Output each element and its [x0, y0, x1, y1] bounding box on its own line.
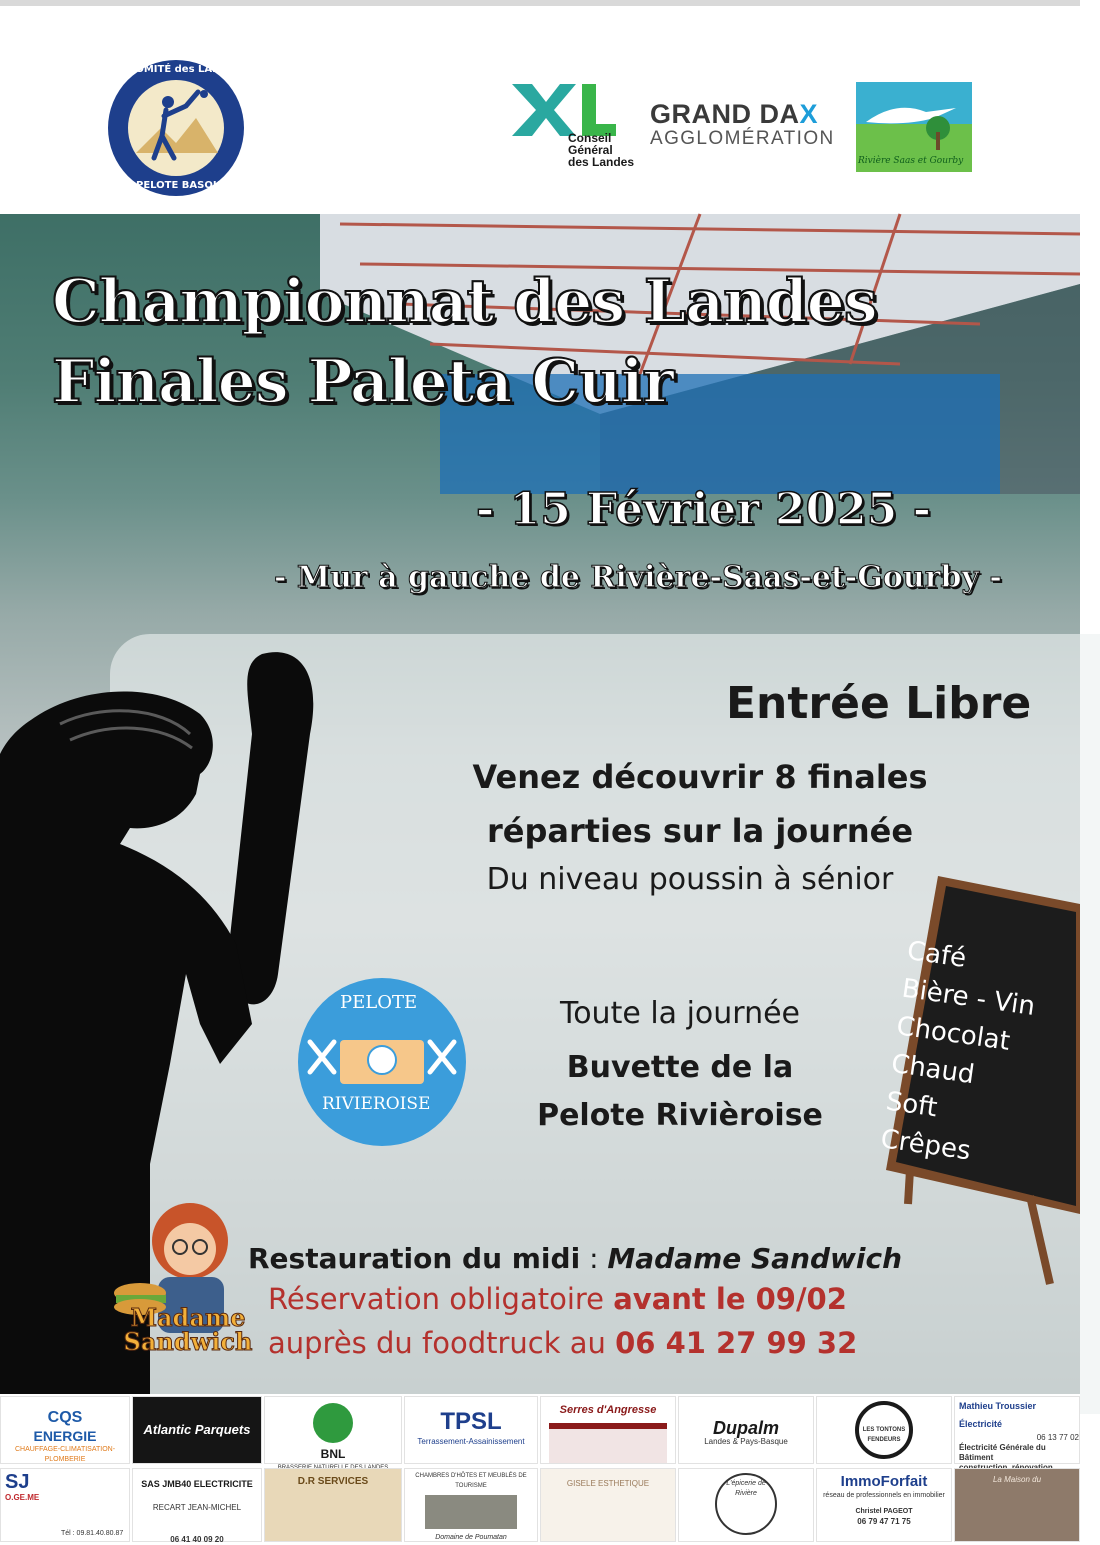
event-venue: - Mur à gauche de Rivière-Saas-et-Gourby - [274, 560, 1002, 595]
comite-landes-logo-icon [106, 58, 246, 198]
sponsor-serres: Serres d'Angresse [540, 1396, 676, 1464]
event-date: - 15 Février 2025 - [476, 484, 931, 535]
sponsors-band [0, 1394, 1080, 1544]
board-item: Crêpes [878, 1124, 973, 1167]
sponsor-poumatan: CHAMBRES D'HÔTES ET MEUBLÉS DE TOURISME Domaine de Poumatan [404, 1468, 538, 1542]
grand-dax-logo [650, 100, 850, 150]
sponsor-cqs: CQS ENERGIE CHAUFFAGE-CLIMATISATION-PLOMBERIE [0, 1396, 130, 1464]
title-line-2: Finales Paleta Cuir [52, 347, 674, 417]
sponsor-immoforfait: ImmoForfait réseau de professionnels en immobilier Christel PAGEOT 06 79 47 71 75 [816, 1468, 952, 1542]
madame-sandwich-mascot-icon [110, 1189, 260, 1389]
sponsor-tpsl: TPSL Terrassement-Assainissement [404, 1396, 538, 1464]
foodtruck-phone-line: auprès du foodtruck au 06 41 27 99 32 [268, 1326, 858, 1360]
pelote-logo-top: PELOTE [340, 992, 418, 1013]
sponsor-dr-services: D.R SERVICES [264, 1468, 402, 1542]
pelote-logo-bottom: RIVIEROISE [322, 1094, 431, 1114]
xl-subtitle: Conseil Général des Landes [568, 131, 635, 169]
buvette-line-1: Buvette de la [566, 1050, 794, 1085]
header-band [0, 0, 1080, 214]
xl-mark-icon [510, 82, 620, 138]
sponsor-tontons: LES TONTONS FENDEURS [816, 1396, 952, 1464]
sponsor-dupalm: Dupalm Landes & Pays-Basque [678, 1396, 814, 1464]
sponsor-sj: SJ O.GE.ME Tél : 09.81.40.80.87 [0, 1468, 130, 1542]
sponsor-gisele: GISELE ESTHETIQUE [540, 1468, 676, 1542]
sponsor-row-1 [0, 1394, 1080, 1466]
riviere-caption: Rivière Saas et Gourby [858, 156, 964, 166]
sponsor-atlantic: Atlantic Parquets [132, 1396, 262, 1464]
hero-section [0, 214, 1080, 1394]
sponsor-jmb40: SAS JMB40 ELECTRICITE RECART JEAN-MICHEL 06 41 40 09 20 [132, 1468, 262, 1542]
grand-dax-title: GRAND DAX [650, 99, 819, 129]
entree-libre: Entrée Libre [726, 678, 1032, 729]
all-day-label: Toute la journée [559, 996, 801, 1031]
mascot-label: Madame Sandwich [123, 1303, 253, 1356]
level-range: Du niveau poussin à sénior [486, 862, 894, 897]
sponsor-epicerie: L'épicerie de Rivière [678, 1468, 814, 1542]
finals-description [440, 750, 960, 858]
lunch-line: Restauration du midi : Madame Sandwich [248, 1242, 903, 1275]
conseil-general-logo [510, 82, 640, 178]
reservation-line: Réservation obligatoire avant le 09/02 [268, 1282, 847, 1316]
board-item: Bière - Vin [899, 973, 1037, 1022]
finals-line-1: Venez découvrir 8 finales [472, 758, 928, 796]
sponsor-row-2 [0, 1466, 1080, 1544]
sponsor-troussier: Mathieu Troussier Électricité 06 13 77 02 Électricité Générale du Bâtiment [954, 1396, 1080, 1464]
board-item: Soft [884, 1086, 940, 1124]
sponsor-bnl: BNL [264, 1396, 402, 1464]
buvette-line-2: Pelote Rivièroise [537, 1098, 823, 1133]
board-item: Café [905, 935, 969, 974]
sponsor-maison: La Maison du [954, 1468, 1080, 1542]
chalkboard-menu [878, 932, 1078, 1181]
top-divider [0, 0, 1080, 6]
grand-dax-subtitle: AGGLOMÉRATION [650, 128, 835, 149]
buvette-label [520, 1044, 840, 1140]
board-item: Chaud [889, 1048, 977, 1091]
title-line-1: Championnat des Landes [52, 267, 877, 337]
comite-ring-top: COMITÉ des LANDES [128, 64, 243, 75]
board-item: Chocolat [894, 1011, 1012, 1057]
event-title [52, 262, 877, 422]
finals-line-2: réparties sur la journée [486, 812, 914, 850]
comite-ring-bottom: PELOTE BASQUE [136, 180, 228, 191]
